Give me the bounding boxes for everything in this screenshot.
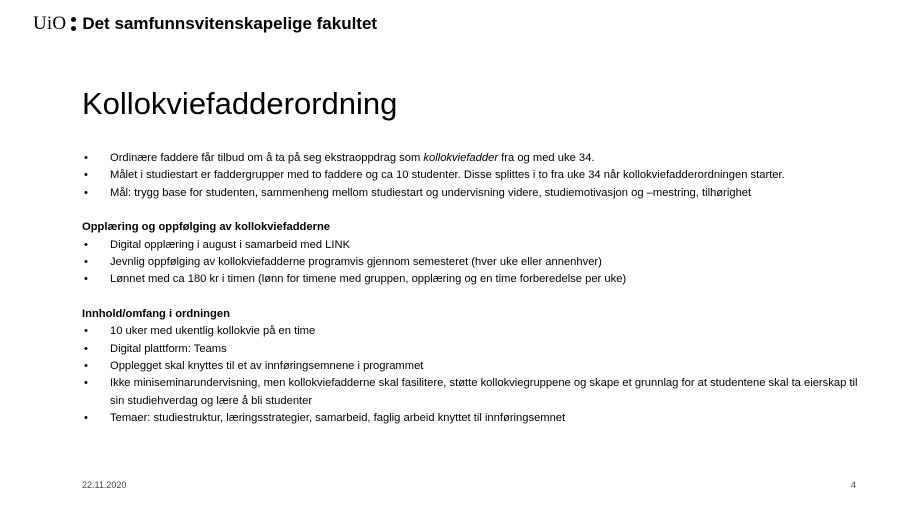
slide-content xyxy=(82,150,872,428)
list-item: • Opplegget skal knyttes til et av innføringsemnene i programmet xyxy=(82,358,872,375)
page-number: 4 xyxy=(850,480,856,490)
list-item: • 10 uker med ukentlig kollokvie på en time xyxy=(82,323,872,340)
intro-item: • Mål: trygg base for studenten, sammenheng mellom studiestart og undervisning videre, studiemotivasjon og –mestring, tilhørighet xyxy=(82,185,872,202)
slide-title: Kollokviefadderordning xyxy=(82,86,398,121)
list-item: • Temaer: studiestruktur, læringsstrategier, samarbeid, faglig arbeid knyttet til innføringsemnet xyxy=(82,410,872,427)
uio-logo: UiO xyxy=(33,13,67,34)
list-item: • Ikke miniseminarundervisning, men kollokviefadderne skal fasilitere, støtte kollokviegruppene og skape et grunnlag for at studentene skal ta eierskap til sin studiehverdag og lære å bli studenter xyxy=(82,375,872,410)
section-heading: Opplæring og oppfølging av kollokviefadderne xyxy=(82,221,331,234)
faculty-name: Det samfunnsvitenskapelige fakultet xyxy=(82,14,378,33)
intro-item: • Målet i studiestart er faddergrupper med to faddere og ca 10 studenter. Disse splittes i to fra uke 34 når kollokviefadderordningen starter. xyxy=(82,167,872,184)
intro-list xyxy=(82,150,872,202)
footer-date: 22.11.2020 xyxy=(82,480,127,490)
section-heading: Innhold/omfang i ordningen xyxy=(82,307,230,320)
section-content-scope xyxy=(82,306,872,428)
list-item: • Lønnet med ca 180 kr i timen (lønn for timene med gruppen, opplæring og en time forberedelse per uke) xyxy=(82,271,872,288)
intro-item xyxy=(82,150,872,167)
section-list xyxy=(82,323,872,427)
section-training xyxy=(82,219,872,289)
list-item: • Jevnlig oppfølging av kollokviefadderne programvis gjennom semesteret (hver uke eller annenhver) xyxy=(82,254,872,271)
list-item: • Digital plattform: Teams xyxy=(82,341,872,358)
intro-emphasis: kollokviefadder xyxy=(423,152,499,164)
section-list xyxy=(82,237,872,289)
intro-text-after: fra og med uke 34. xyxy=(498,152,595,164)
intro-text-before: Ordinære faddere får tilbud om å ta på seg ekstraoppdrag som xyxy=(110,152,424,164)
logo-colon-icon xyxy=(71,17,76,31)
list-item: • Digital opplæring i august i samarbeid med LINK xyxy=(82,237,872,254)
header xyxy=(33,13,377,35)
